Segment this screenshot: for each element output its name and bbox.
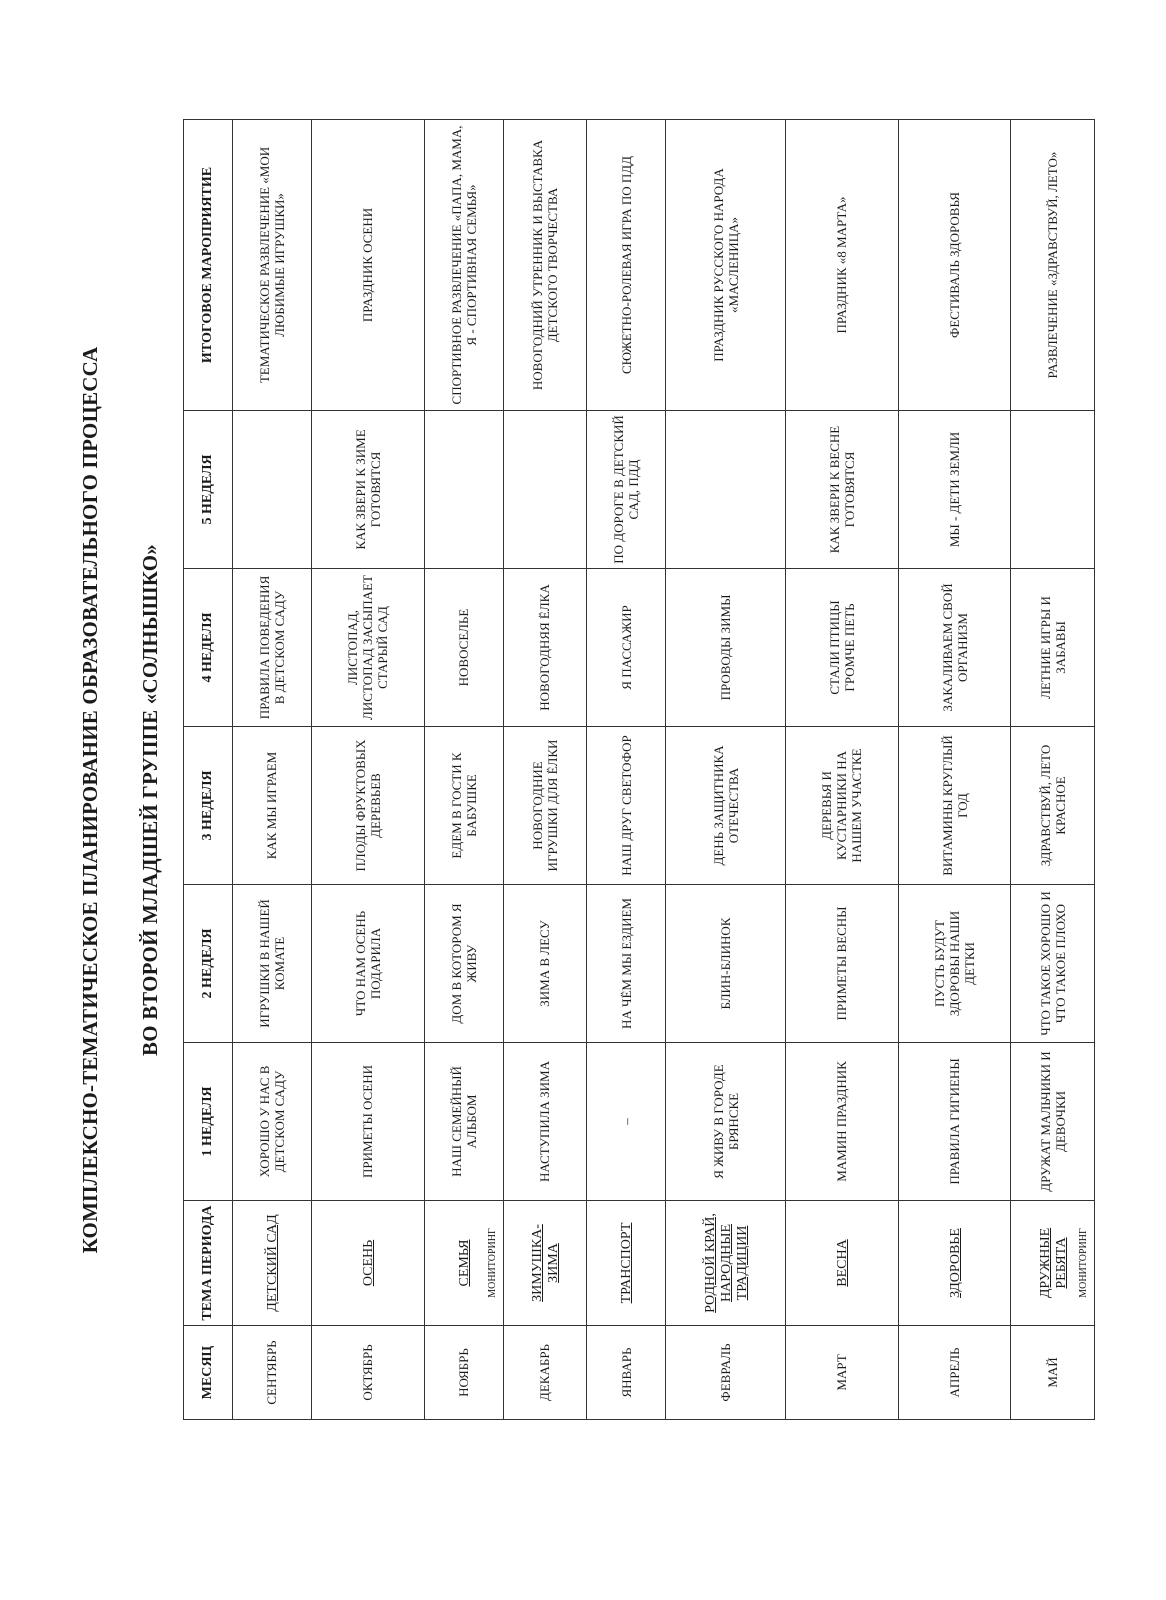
cell-week4: НОВОСЕЛЬЕ (424, 569, 503, 727)
cell-final-event: ФЕСТИВАЛЬ ЗДОРОВЬЯ (898, 120, 1011, 411)
cell-final-event: ПРАЗДНИК «8 МАРТА» (785, 120, 898, 411)
cell-final-event: ПРАЗДНИК РУССКОГО НАРОДА «МАСЛЕНИЦА» (666, 120, 786, 411)
cell-week3: НОВОГОДНИЕ ИГРУШКИ ДЛЯ ЁЛКИ (503, 727, 586, 885)
cell-week5 (233, 411, 312, 569)
theme-name: ТРАНСПОРТ (619, 1222, 635, 1304)
cell-week3: ЕДЕМ В ГОСТИ К БАБУШКЕ (424, 727, 503, 885)
plan-table (183, 119, 1095, 1420)
cell-week5: ПО ДОРОГЕ В ДЕТСКИЙ САД, ПДД (587, 411, 666, 569)
cell-month: ЯНВАРЬ (587, 1326, 666, 1420)
cell-week5 (666, 411, 786, 569)
col-header-week5: 5 НЕДЕЛЯ (184, 411, 233, 569)
table-row-january (587, 120, 666, 1420)
cell-week3: ДЕРЕВЬЯ И КУСТАРНИКИ НА НАШЕМ УЧАСТКЕ (785, 727, 898, 885)
cell-theme (587, 1201, 666, 1326)
cell-week2: НА ЧЁМ МЫ ЕЗДИЕМ (587, 885, 666, 1043)
cell-final-event: СЮЖЕТНО-РОЛЕВАЯ ИГРА ПО ПДД (587, 120, 666, 411)
cell-theme (233, 1201, 312, 1326)
col-header-week3: 3 НЕДЕЛЯ (184, 727, 233, 885)
cell-final-event: РАЗВЛЕЧЕНИЕ «ЗДРАВСТВУЙ, ЛЕТО» (1011, 120, 1095, 411)
col-header-week4: 4 НЕДЕЛЯ (184, 569, 233, 727)
cell-week3: КАК МЫ ИГРАЕМ (233, 727, 312, 885)
cell-week4: Я ПАССАЖИР (587, 569, 666, 727)
cell-week5 (424, 411, 503, 569)
table-row-december (503, 120, 586, 1420)
cell-month: МАРТ (785, 1326, 898, 1420)
cell-week1: ПРИМЕТЫ ОСЕНИ (311, 1043, 424, 1201)
monitoring-note: МОНИТОРИНГ (486, 1228, 498, 1298)
cell-week4: СТАЛИ ПТИЦЫ ГРОМЧЕ ПЕТЬ (785, 569, 898, 727)
cell-theme (311, 1201, 424, 1326)
cell-week5: КАК ЗВЕРИ К ЗИМЕ ГОТОВЯТСЯ (311, 411, 424, 569)
cell-week1: НАШ СЕМЕЙНЫЙ АЛЬБОМ (424, 1043, 503, 1201)
cell-week1: ХОРОШО У НАС В ДЕТСКОМ САДУ (233, 1043, 312, 1201)
theme-name: СЕМЬЯ (456, 1239, 472, 1287)
col-header-week2: 2 НЕДЕЛЯ (184, 885, 233, 1043)
cell-week4: ПРАВИЛА ПОВЕДЕНИЯ В ДЕТСКОМ САДУ (233, 569, 312, 727)
cell-week2: ПРИМЕТЫ ВЕСНЫ (785, 885, 898, 1043)
cell-week5: КАК ЗВЕРИ К ВЕСНЕ ГОТОВЯТСЯ (785, 411, 898, 569)
cell-month: ФЕВРАЛЬ (666, 1326, 786, 1420)
cell-week2: ДОМ В КОТОРОМ Я ЖИВУ (424, 885, 503, 1043)
cell-week3: ЗДРАВСТВУЙ, ЛЕТО КРАСНОЕ (1011, 727, 1095, 885)
table-row-april (898, 120, 1011, 1420)
theme-name: ДРУЖНЫЕ РЕБЯТА (1037, 1227, 1069, 1299)
cell-week2: ПУСТЬ БУДУТ ЗДОРОВЫ НАШИ ДЕТКИ (898, 885, 1011, 1043)
table-row-march (785, 120, 898, 1420)
cell-week2: ИГРУШКИ В НАШЕЙ КОМАТЕ (233, 885, 312, 1043)
col-header-final-event: ИТОГОВОЕ МАРОПРИЯТИЕ (184, 120, 233, 411)
cell-week1: – (587, 1043, 666, 1201)
cell-theme (503, 1201, 586, 1326)
cell-week4: ПРОВОДЫ ЗИМЫ (666, 569, 786, 727)
cell-final-event: СПОРТИВНОЕ РАЗВЛЕЧЕНИЕ «ПАПА, МАМА, Я - СПОРТИВНАЯ СЕМЬЯ» (424, 120, 503, 411)
header-row (184, 120, 233, 1420)
table-row-february (666, 120, 786, 1420)
theme-name: ЗДОРОВЬЕ (947, 1228, 963, 1298)
cell-week1: ДРУЖАТ МАЛЬЧИКИ И ДЕВОЧКИ (1011, 1043, 1095, 1201)
document-title: КОМПЛЕКСНО-ТЕМАТИЧЕСКОЕ ПЛАНИРОВАНИЕ ОБРАЗОВАТЕЛЬНОГО ПРОЦЕССА (78, 346, 102, 1254)
cell-week5 (503, 411, 586, 569)
cell-theme (1011, 1201, 1095, 1326)
document-subtitle: ВО ВТОРОЙ МЛАДШЕЙ ГРУППЕ «СОЛНЫШКО» (138, 544, 162, 1056)
theme-name: РОДНОЙ КРАЙ, НАРОДНЫЕ ТРАДИЦИИ (702, 1213, 750, 1313)
theme-name: ЗИМУШКА-ЗИМА (529, 1224, 561, 1302)
cell-week3: НАШ ДРУГ СВЕТОФОР (587, 727, 666, 885)
cell-theme (898, 1201, 1011, 1326)
cell-week3: ПЛОДЫ ФРУКТОВЫХ ДЕРЕВЬЕВ (311, 727, 424, 885)
cell-week4: ЛИСТОПАД, ЛИСТОПАД ЗАСЫПАЕТ СТАРЫЙ САД (311, 569, 424, 727)
cell-week2: ЧТО НАМ ОСЕНЬ ПОДАРИЛА (311, 885, 424, 1043)
theme-name: ОСЕНЬ (360, 1239, 376, 1287)
cell-final-event: ТЕМАТИЧЕСКОЕ РАЗВЛЕЧЕНИЕ «МОИ ЛЮБИМЫЕ ИГРУШКИ» (233, 120, 312, 411)
cell-month: НОЯБРЬ (424, 1326, 503, 1420)
col-header-week1: 1 НЕДЕЛЯ (184, 1043, 233, 1201)
cell-week5: МЫ - ДЕТИ ЗЕМЛИ (898, 411, 1011, 569)
cell-week3: ДЕНЬ ЗАЩИТНИКА ОТЕЧЕСТВА (666, 727, 786, 885)
col-header-month: МЕСЯЦ (184, 1326, 233, 1420)
cell-week2: БЛИН-БЛИНОК (666, 885, 786, 1043)
theme-name: ДЕТСКИЙ САД (264, 1214, 280, 1312)
cell-week1: НАСТУПИЛА ЗИМА (503, 1043, 586, 1201)
table-row-september (233, 120, 312, 1420)
cell-week1: МАМИН ПРАЗДНИК (785, 1043, 898, 1201)
cell-week4: ЗАКАЛИВАЕМ СВОЙ ОРГАНИЗМ (898, 569, 1011, 727)
cell-week1: Я ЖИВУ В ГОРОДЕ БРЯНСКЕ (666, 1043, 786, 1201)
table-row-may (1011, 120, 1095, 1420)
cell-week1: ПРАВИЛА ГИГИЕНЫ (898, 1043, 1011, 1201)
cell-month: ДЕКАБРЬ (503, 1326, 586, 1420)
cell-theme (666, 1201, 786, 1326)
col-header-theme: ТЕМА ПЕРИОДА (184, 1201, 233, 1326)
cell-week2: ЗИМА В ЛЕСУ (503, 885, 586, 1043)
cell-month: МАЙ (1011, 1326, 1095, 1420)
theme-name: ВЕСНА (834, 1239, 850, 1287)
cell-week3: ВИТАМИНЫ КРУГЛЫЙ ГОД (898, 727, 1011, 885)
cell-week4: НОВОГОДНЯЯ ЁЛКА (503, 569, 586, 727)
table-row-november (424, 120, 503, 1420)
cell-final-event: ПРАЗДНИК ОСЕНИ (311, 120, 424, 411)
cell-theme (424, 1201, 503, 1326)
cell-final-event: НОВОГОДНИЙ УТРЕННИК И ВЫСТАВКА ДЕТСКОГО ТВОРЧЕСТВА (503, 120, 586, 411)
table-row-october (311, 120, 424, 1420)
cell-week5 (1011, 411, 1095, 569)
cell-week4: ЛЕТНИЕ ИГРЫ И ЗАБАВЫ (1011, 569, 1095, 727)
cell-month: АПРЕЛЬ (898, 1326, 1011, 1420)
cell-month: СЕНТЯБРЬ (233, 1326, 312, 1420)
cell-theme (785, 1201, 898, 1326)
cell-month: ОКТЯБРЬ (311, 1326, 424, 1420)
cell-week2: ЧТО ТАКОЕ ХОРОШО И ЧТО ТАКОЕ ПЛОХО (1011, 885, 1095, 1043)
monitoring-note: МОНИТОРИНГ (1078, 1228, 1089, 1298)
